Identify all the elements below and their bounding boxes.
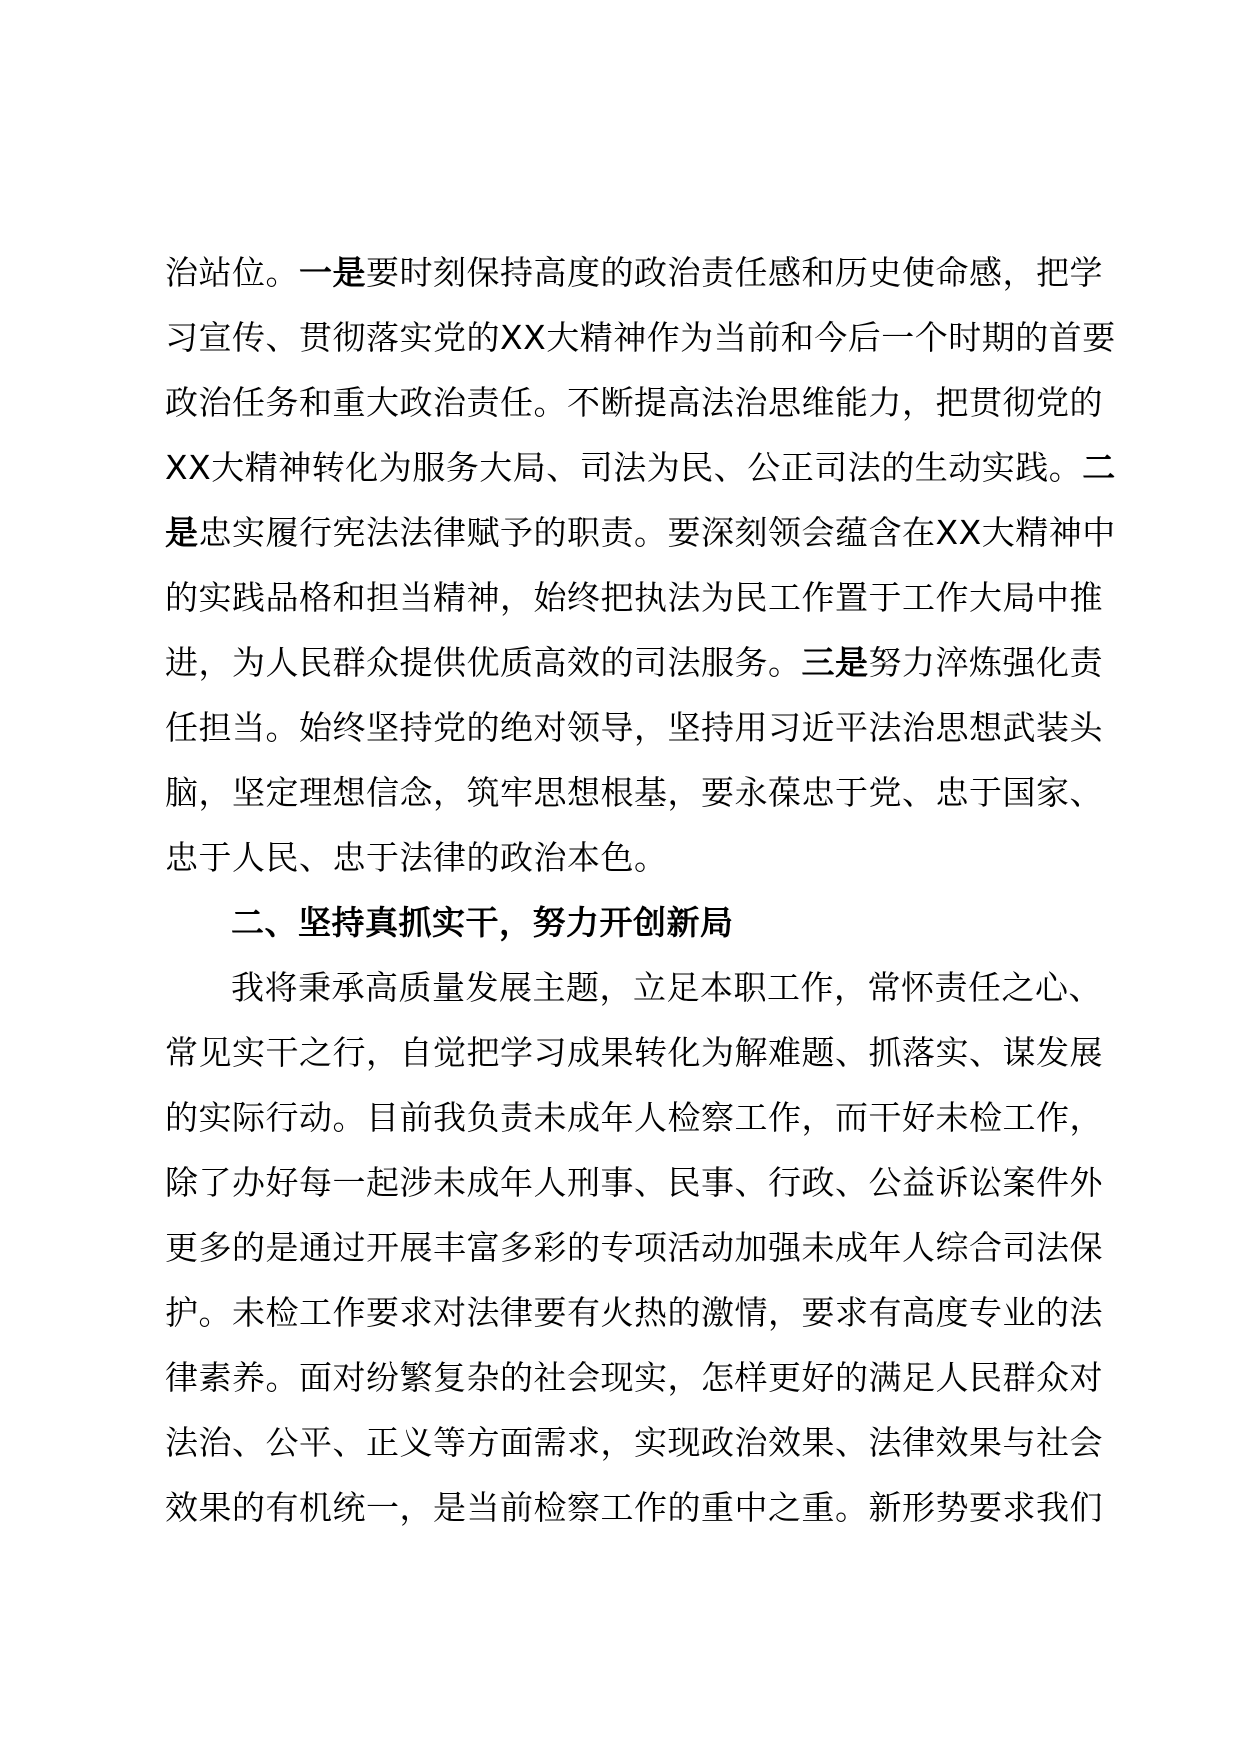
emphasis-first: 一是 bbox=[299, 253, 366, 292]
paragraph-line: 更多的是通过开展丰富多彩的专项活动加强未成年人综合司法保 bbox=[165, 1228, 1103, 1267]
paragraph-line: 脑，坚定理想信念，筑牢思想根基，要永葆忠于党、忠于国家、 bbox=[165, 773, 1103, 812]
paragraph-line: 的实践品格和担当精神，始终把执法为民工作置于工作大局中推 bbox=[165, 578, 1103, 617]
text-run: 忠实履行宪法法律赋予的职责。要深刻领会蕴含在XX大精神中 bbox=[198, 513, 1116, 552]
text-run: 进，为人民群众提供优质高效的司法服务。 bbox=[165, 643, 802, 682]
paragraph-line: 我将秉承高质量发展主题，立足本职工作，常怀责任之心、 bbox=[231, 968, 1102, 1007]
paragraph-line: 任担当。始终坚持党的绝对领导，坚持用习近平法治思想武装头 bbox=[165, 708, 1103, 747]
paragraph-line: 除了办好每一起涉未成年人刑事、民事、行政、公益诉讼案件外 bbox=[165, 1163, 1103, 1202]
section-heading: 二、坚持真抓实干，努力开创新局 bbox=[231, 903, 734, 942]
paragraph-line: 常见实干之行，自觉把学习成果转化为解难题、抓落实、谋发展 bbox=[165, 1033, 1103, 1072]
paragraph-line: 政治任务和重大政治责任。不断提高法治思维能力，把贯彻党的 bbox=[165, 383, 1103, 422]
emphasis-third: 三是 bbox=[801, 643, 869, 682]
body-text bbox=[165, 240, 1116, 1540]
paragraph-line: 习宣传、贯彻落实党的XX大精神作为当前和今后一个时期的首要 bbox=[165, 318, 1116, 357]
paragraph-line: 效果的有机统一，是当前检察工作的重中之重。新形势要求我们 bbox=[165, 1488, 1103, 1527]
emphasis-second-part2: 是 bbox=[165, 513, 199, 552]
text-run: 要时刻保持高度的政治责任感和历史使命感，把学 bbox=[366, 253, 1103, 292]
text-run: 治站位。 bbox=[165, 253, 299, 292]
paragraph-line: 的实际行动。目前我负责未成年人检察工作，而干好未检工作， bbox=[165, 1098, 1103, 1137]
paragraph-line bbox=[165, 630, 1105, 695]
text-run: XX大精神转化为服务大局、司法为民、公正司法的生动实践。 bbox=[165, 448, 1083, 487]
paragraph-line bbox=[165, 240, 1105, 305]
text-run: 努力淬炼强化责 bbox=[868, 643, 1103, 682]
paragraph-line bbox=[165, 435, 1116, 500]
emphasis-second-part1: 二 bbox=[1082, 448, 1116, 487]
paragraph-line bbox=[165, 500, 1116, 565]
paragraph-line: 律素养。面对纷繁复杂的社会现实，怎样更好的满足人民群众对 bbox=[165, 1358, 1103, 1397]
paragraph-line: 护。未检工作要求对法律要有火热的激情，要求有高度专业的法 bbox=[165, 1293, 1103, 1332]
paragraph-line: 忠于人民、忠于法律的政治本色。 bbox=[165, 838, 668, 877]
paragraph-line: 法治、公平、正义等方面需求，实现政治效果、法律效果与社会 bbox=[165, 1423, 1103, 1462]
